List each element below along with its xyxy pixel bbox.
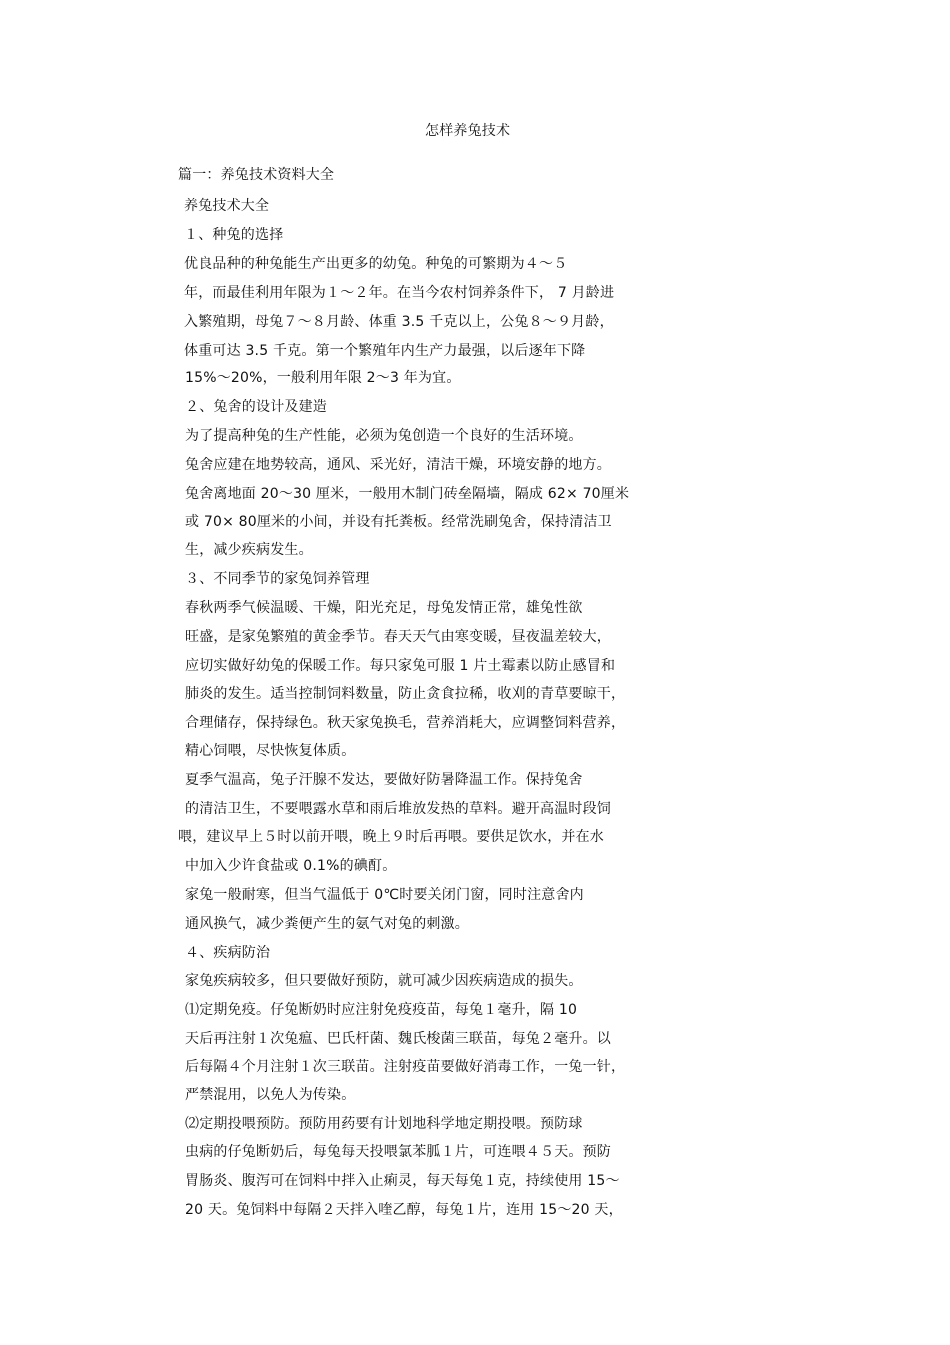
paragraph-line: 的清洁卫生，不要喂露水草和雨后堆放发热的草料。避开高温时段饲 bbox=[185, 801, 611, 817]
item-heading: ３、不同季节的家兔饲养管理 bbox=[185, 571, 370, 587]
paragraph-line: 精心饲喂，尽快恢复体质。 bbox=[185, 743, 356, 759]
paragraph-line: 或 70× 80厘米的小间，并设有托粪板。经常洗刷兔舍，保持清洁卫 bbox=[185, 514, 612, 530]
paragraph-line: 旺盛，是家兔繁殖的黄金季节。春天天气由寒变暖，昼夜温差较大， bbox=[185, 629, 611, 645]
paragraph-line: 天后再注射１次兔瘟、巴氏杆菌、魏氏梭菌三联苗，每兔２毫升。以 bbox=[185, 1031, 611, 1047]
paragraph-line: 20 天。兔饲料中每隔２天拌入喹乙醇，每兔１片，连用 15～20 天， bbox=[185, 1202, 623, 1218]
paragraph-line: 兔舍离地面 20～30 厘米，一般用木制门砖垒隔墙，隔成 62× 70厘米 bbox=[185, 486, 630, 502]
subheading: 养兔技术大全 bbox=[184, 198, 270, 214]
paragraph-line: 夏季气温高，兔子汗腺不发达，要做好防暑降温工作。保持兔舍 bbox=[185, 772, 583, 788]
document-title: 怎样养兔技术 bbox=[425, 123, 511, 139]
paragraph-line: 合理储存，保持绿色。秋天家兔换毛，营养消耗大，应调整饲料营养， bbox=[185, 715, 626, 731]
paragraph-line: 通风换气，减少粪便产生的氨气对兔的刺激。 bbox=[185, 916, 469, 932]
paragraph-line: 兔舍应建在地势较高，通风、采光好，清洁干燥，环境安静的地方。 bbox=[185, 457, 611, 473]
paragraph-line: 家兔一般耐寒，但当气温低于 0℃时要关闭门窗，同时注意舍内 bbox=[185, 887, 584, 903]
paragraph-line: 中加入少许食盐或 0.1%的碘酊。 bbox=[185, 858, 397, 874]
paragraph-line: 为了提高种兔的生产性能，必须为兔创造一个良好的生活环境。 bbox=[185, 428, 583, 444]
paragraph-line: ⑵定期投喂预防。预防用药要有计划地科学地定期投喂。预防球 bbox=[185, 1116, 583, 1132]
paragraph-line: 胃肠炎、腹泻可在饲料中拌入止痢灵，每天每兔１克，持续使用 15～ bbox=[185, 1173, 620, 1189]
item-heading: ２、兔舍的设计及建造 bbox=[185, 399, 327, 415]
item-heading: １、种兔的选择 bbox=[184, 227, 284, 243]
paragraph-line: 喂，建议早上５时以前开喂，晚上９时后再喂。要供足饮水，并在水 bbox=[178, 829, 604, 845]
paragraph-line: 虫病的仔兔断奶后，每兔每天投喂氯苯胍１片，可连喂４５天。预防 bbox=[185, 1144, 611, 1160]
paragraph-line: 严禁混用，以免人为传染。 bbox=[185, 1087, 356, 1103]
paragraph-line: 春秋两季气候温暖、干燥，阳光充足，母兔发情正常，雄兔性欲 bbox=[185, 600, 583, 616]
paragraph-line: 优良品种的种兔能生产出更多的幼兔。种兔的可繁期为４～５ bbox=[184, 256, 568, 272]
paragraph-line: ⑴定期免疫。仔兔断奶时应注射免疫疫苗，每兔１毫升，隔 10 bbox=[185, 1002, 578, 1018]
paragraph-line: 肺炎的发生。适当控制饲料数量，防止贪食拉稀，收刈的青草要晾干， bbox=[185, 686, 626, 702]
paragraph-line: 15%～20%，一般利用年限 2～3 年为宜。 bbox=[185, 370, 461, 386]
paragraph-line: 家兔疾病较多，但只要做好预防，就可减少因疾病造成的损失。 bbox=[185, 973, 583, 989]
paragraph-line: 入繁殖期，母兔７～８月龄、体重 3.5 千克以上，公兔８～９月龄， bbox=[184, 314, 614, 330]
paragraph-line: 生，减少疾病发生。 bbox=[185, 542, 313, 558]
paragraph-line: 体重可达 3.5 千克。第一个繁殖年内生产力最强，以后逐年下降 bbox=[184, 343, 586, 359]
item-heading: ４、疾病防治 bbox=[185, 945, 271, 961]
section-heading: 篇一：养兔技术资料大全 bbox=[178, 167, 335, 183]
paragraph-line: 年，而最佳利用年限为１～２年。在当今农村饲养条件下， 7 月龄进 bbox=[184, 285, 615, 301]
paragraph-line: 应切实做好幼兔的保暖工作。每只家兔可服 1 片土霉素以防止感冒和 bbox=[185, 658, 616, 674]
paragraph-line: 后每隔４个月注射１次三联苗。注射疫苗要做好消毒工作，一兔一针， bbox=[185, 1059, 626, 1075]
